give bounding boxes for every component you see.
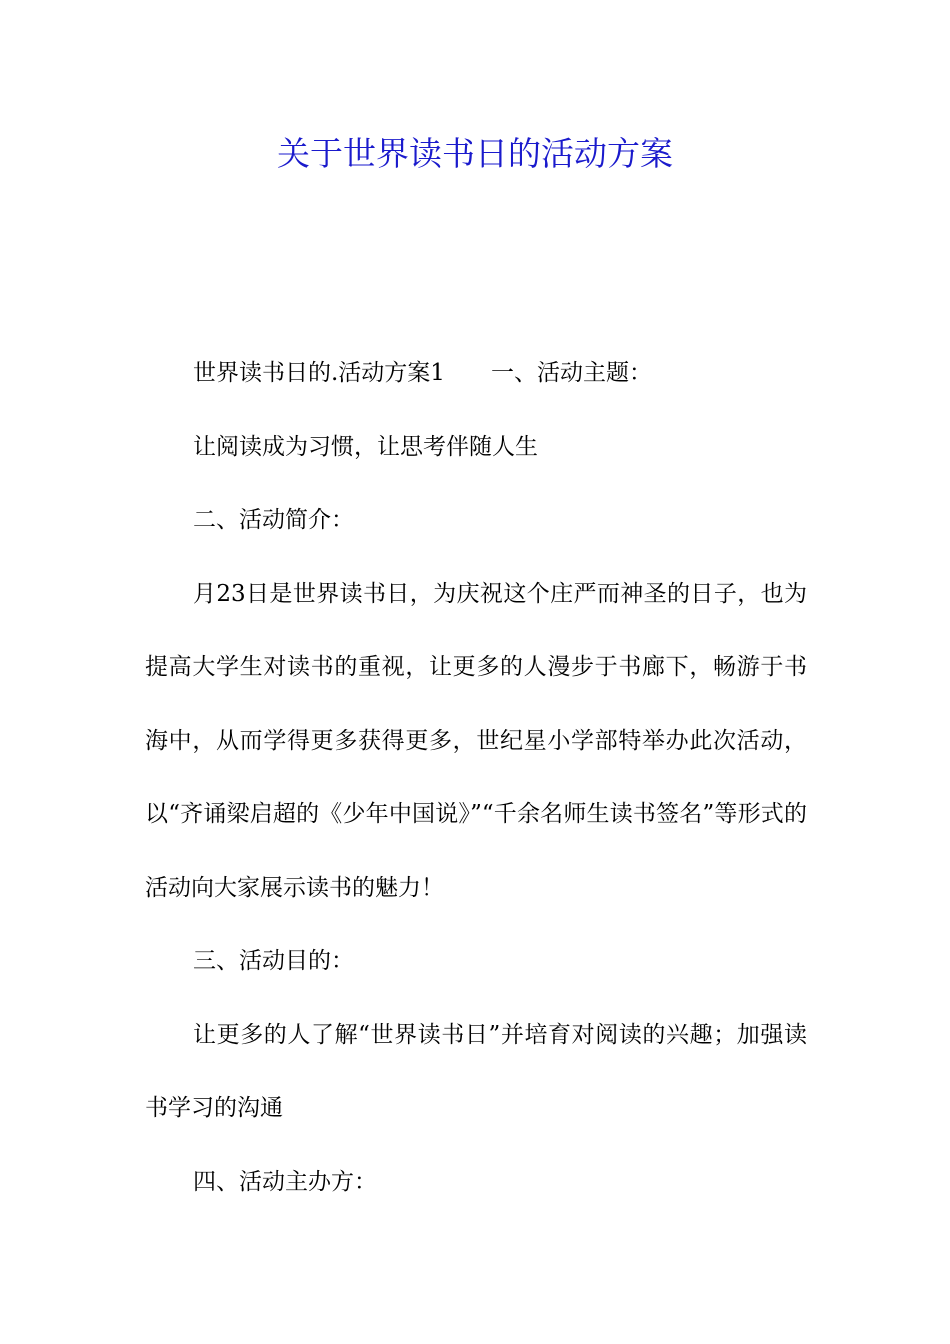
section-four-heading: 四、活动主办方： xyxy=(193,1168,377,1195)
section-two-heading: 二、活动简介： xyxy=(193,507,354,533)
paragraph-purpose: 让更多的人了解“世界读书日”并培育对阅读的兴趣；加强读书学习的沟通 xyxy=(145,1021,807,1121)
section-one-heading: 一、活动主题： xyxy=(490,360,652,386)
plan-label: 世界读书日的.活动方案1 xyxy=(193,360,445,386)
document-title: 关于世界读书日的活动方案 xyxy=(277,134,673,173)
section-three-heading: 三、活动目的： xyxy=(193,948,354,974)
paragraph-intro: 月23日是世界读书日，为庆祝这个庄严而神圣的日子，也为提高大学生对读书的重视，让更多的人漫步于书廊下，畅游于书海中，从而学得更多获得更多，世纪星小学部特举办此次活动，以“齐诵梁启超的《少年中国说》”“千余名师生读书签名”等形式的活动向大家展示读书的魅力！ xyxy=(145,580,807,901)
paragraph-theme: 让阅读成为习惯，让思考伴随人生 xyxy=(193,433,538,460)
document-body xyxy=(145,337,807,1219)
paragraph-heading-theme xyxy=(145,337,807,411)
